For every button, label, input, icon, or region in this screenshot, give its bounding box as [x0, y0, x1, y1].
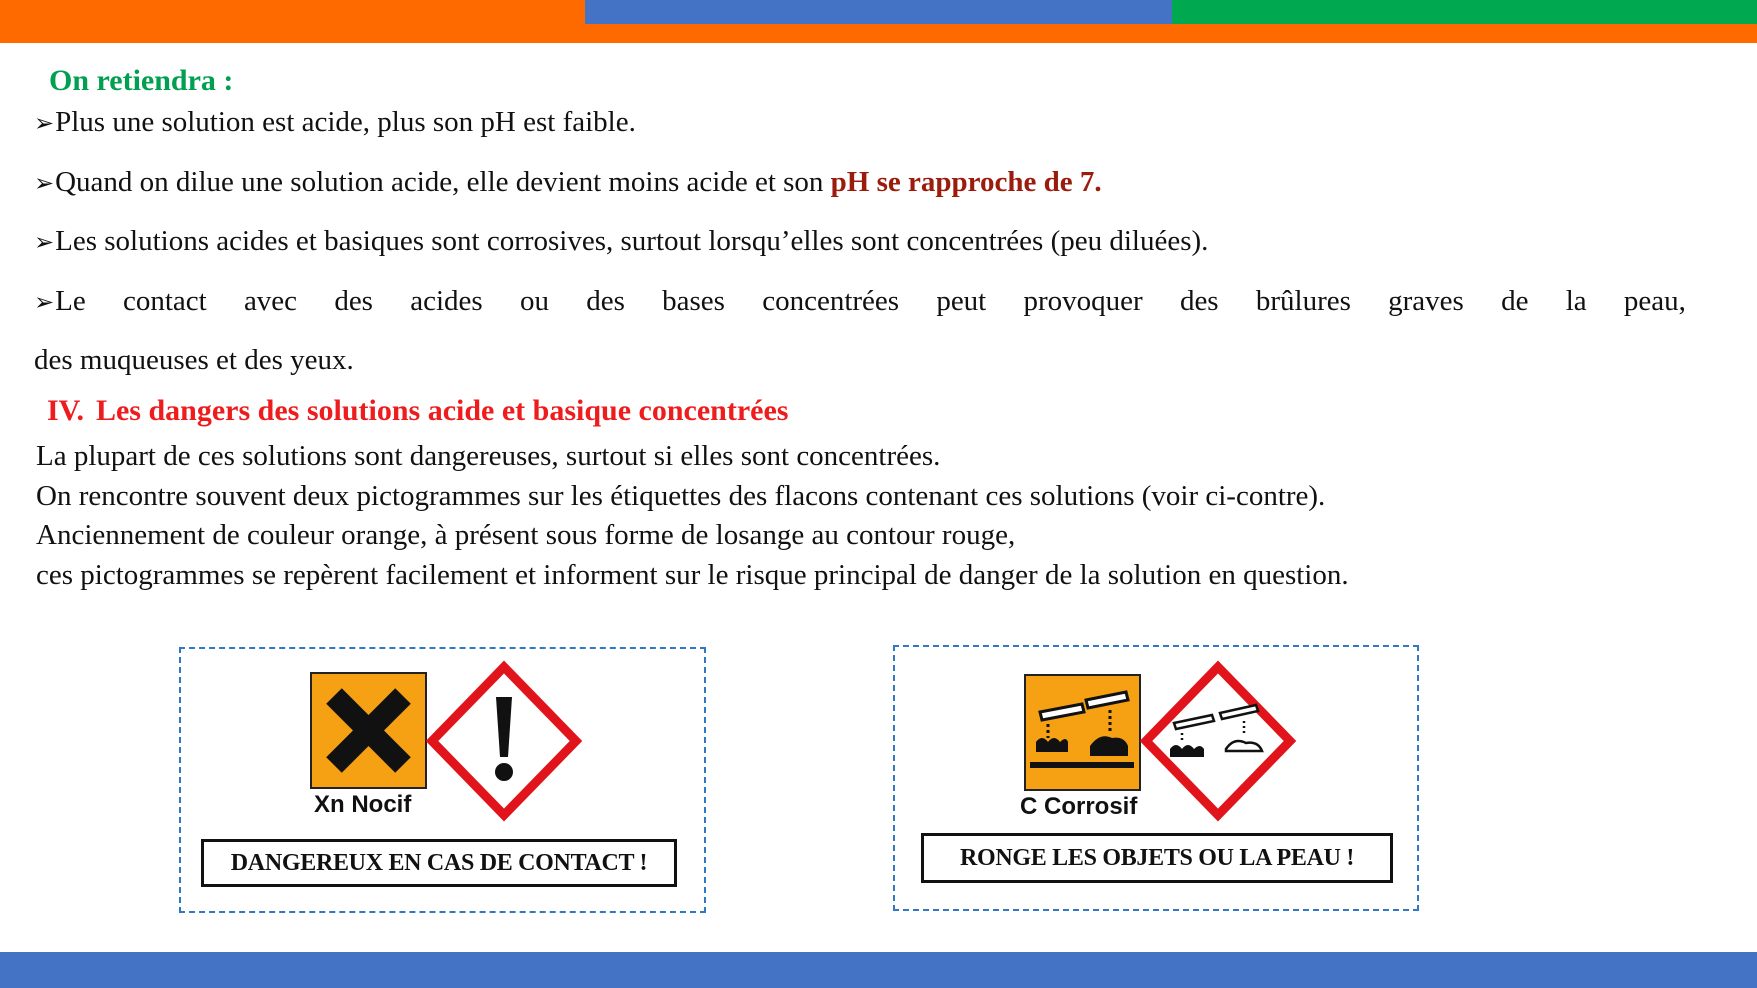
retenir-item-4-word: avec [243, 285, 298, 317]
retenir-item-4-word: contact [122, 285, 207, 317]
retenir-item-4-word: bases [662, 285, 725, 317]
retenir-item-4-first [34, 284, 86, 319]
retenir-item-4-word: peau, [1623, 285, 1686, 317]
retenir-item-2-emphasis: pH se rapproche de 7. [830, 166, 1102, 198]
bullet-arrow-icon: ➢ [34, 169, 55, 197]
corrosion-icon [1024, 674, 1141, 791]
pictogram-label-corrosif: C Corrosif [1020, 793, 1138, 820]
paragraph-line-3: Anciennement de couleur orange, à présent sous forme de losange au contour rouge, [36, 519, 1016, 551]
cross-icon [310, 672, 427, 789]
retenir-item-4 [34, 284, 1686, 319]
top-bar-green-segment [1172, 0, 1757, 24]
retenir-item-4-word: graves [1388, 285, 1464, 317]
retenir-item-4-continuation: des muqueuses et des yeux. [34, 344, 354, 376]
retenir-item-3-text: Les solutions acides et basiques sont corrosives, surtout lorsqu’elles sont concentrées (peu diluées). [55, 225, 1209, 257]
retenir-item-4-word: des [1179, 285, 1219, 317]
retenir-heading: On retiendra : [49, 64, 234, 97]
retenir-item-1-text: Plus une solution est acide, plus son pH est faible. [55, 106, 636, 138]
retenir-item-4-word: Le [55, 285, 86, 317]
corrosion-icon [1140, 659, 1296, 823]
section-number: IV. [47, 394, 84, 427]
bottom-color-bar [0, 952, 1757, 988]
top-color-bar [0, 0, 1757, 43]
retenir-item-2-text: Quand on dilue une solution acide, elle devient moins acide et son [55, 166, 831, 198]
retenir-item-4-word: ou [519, 285, 549, 317]
retenir-item-3 [34, 224, 1208, 259]
retenir-item-2 [34, 165, 1102, 200]
pictogram-label-nocif: Xn Nocif [314, 791, 412, 818]
retenir-item-4-word: concentrées [762, 285, 900, 317]
top-bar-orange-segment [0, 0, 585, 24]
section-heading [47, 394, 788, 428]
bullet-arrow-icon: ➢ [34, 109, 55, 137]
paragraph-line-4: ces pictogrammes se repèrent facilement et informent sur le risque principal de danger de la solution en question. [36, 559, 1349, 591]
retenir-item-4-word: des [334, 285, 373, 317]
top-bar-orange-base [0, 24, 1757, 43]
top-bar-blue-segment [585, 0, 1172, 24]
paragraph-line-2: On rencontre souvent deux pictogrammes sur les étiquettes des flacons contenant ces solutions (voir ci-contre). [36, 480, 1326, 512]
exclamation-icon [426, 659, 582, 823]
retenir-item-4-word: brûlures [1255, 285, 1351, 317]
retenir-item-4-word: de [1501, 285, 1529, 317]
pictogram-card-corrosif [893, 645, 1419, 911]
bullet-arrow-icon: ➢ [34, 228, 55, 256]
retenir-item-4-word: des [586, 285, 625, 317]
warning-box-corrosif: RONGE LES OBJETS OU LA PEAU ! [921, 833, 1393, 883]
warning-box-nocif: DANGEREUX EN CAS DE CONTACT ! [201, 839, 677, 887]
retenir-item-1 [34, 105, 636, 140]
bullet-arrow-icon: ➢ [34, 288, 55, 316]
paragraph-line-1: La plupart de ces solutions sont dangereuses, surtout si elles sont concentrées. [36, 440, 941, 472]
pictogram-card-nocif [179, 647, 706, 913]
section-title: Les dangers des solutions acide et basique concentrées [95, 394, 789, 427]
retenir-item-4-word: peut [936, 285, 987, 317]
retenir-item-4-word: la [1565, 285, 1587, 317]
retenir-item-4-word: provoquer [1023, 285, 1143, 317]
retenir-item-4-word: acides [410, 285, 483, 317]
